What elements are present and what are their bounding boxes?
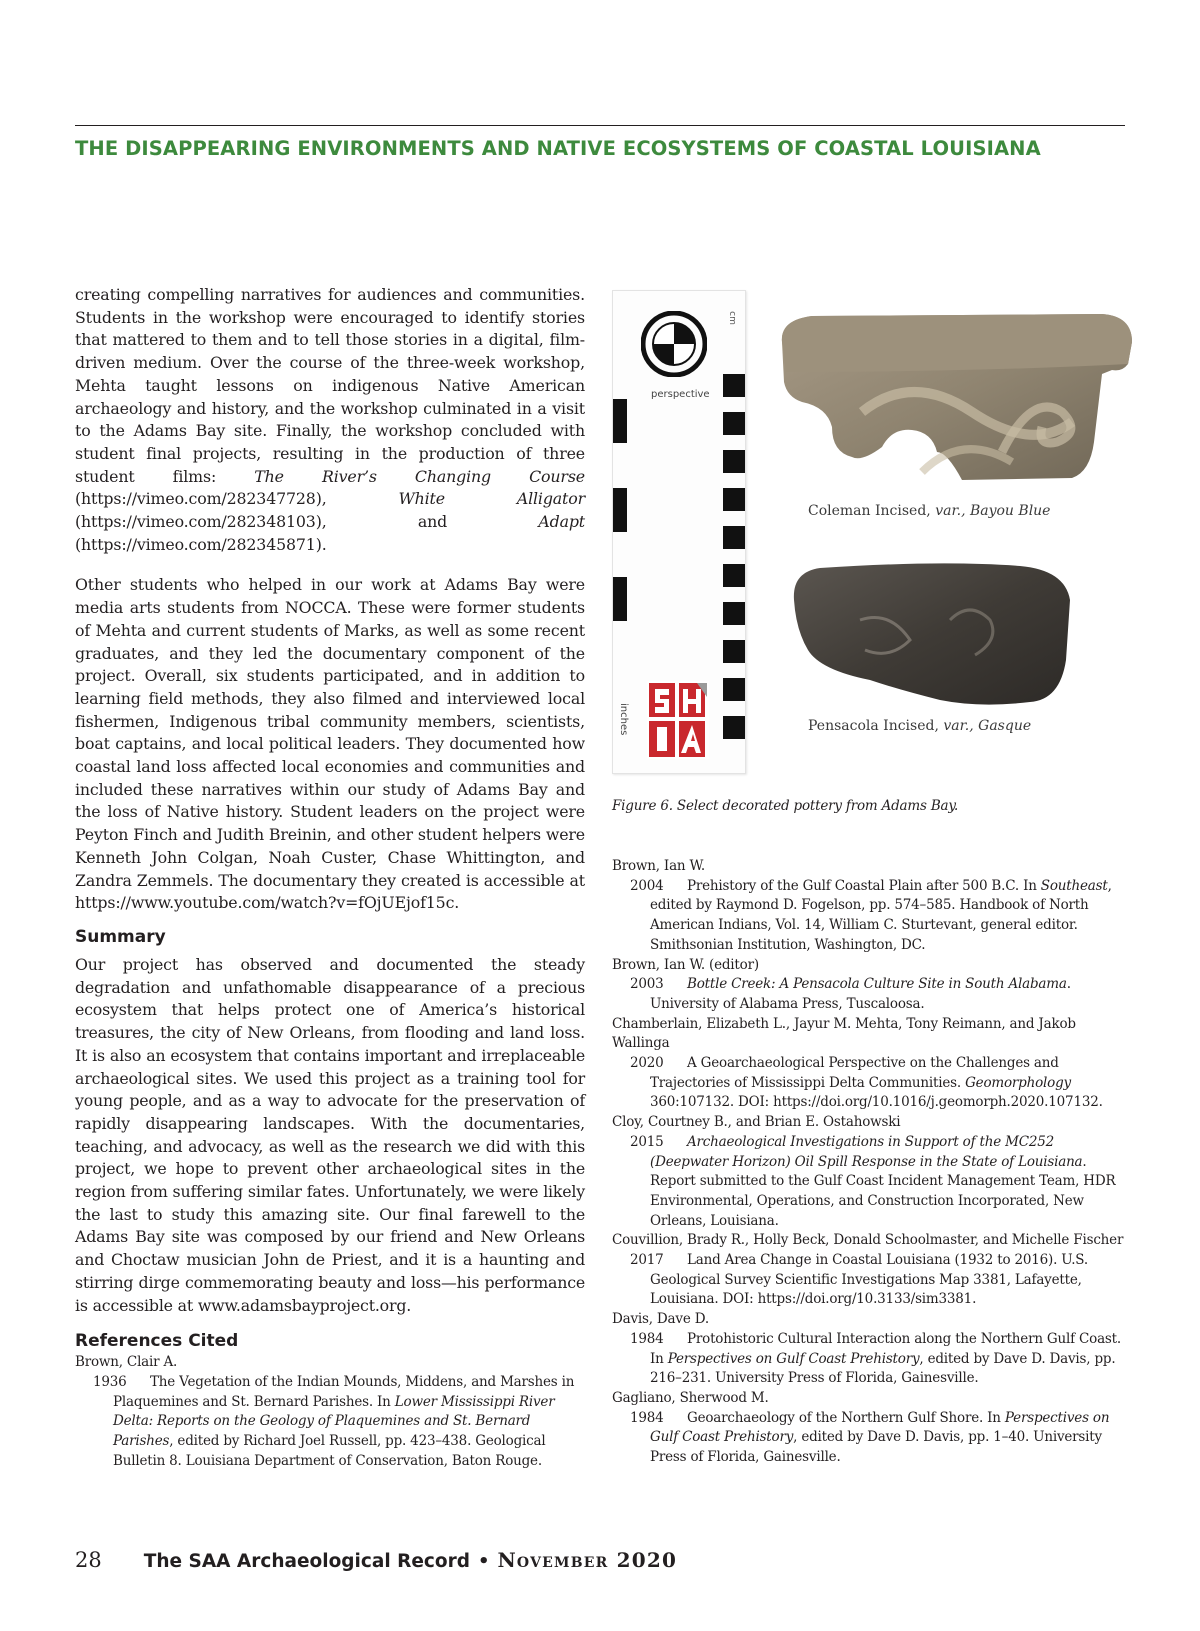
inch-ticks (613, 399, 627, 666)
p1-text-a: creating compelling narratives for audiences and communities. Students in the workshop were encouraged to identify stories that mattered to them and to tell those stories in a digital, film-driven medium. Over the course of the three-week workshop, Mehta taught lessons on indigenous Native American archaeology and history, and the workshop culminated in a visit to the Adams Bay site. Finally, the workshop concluded with student final projects, resulting in the production of three student films: (75, 285, 585, 486)
reference-text: The Vegetation of the Indian Mounds, Middens, and Marshes in Plaquemines and St. Bernard Parishes. In (113, 1373, 575, 1410)
reference-title-italic: Perspectives on Gulf Coast Prehistory (667, 1350, 920, 1367)
reference-author: Chamberlain, Elizabeth L., Jayur M. Mehta, Tony Reimann, and Jakob Wallinga (612, 1015, 1076, 1052)
reference-year: 1984 (630, 1330, 664, 1347)
reference-text: , edited by Raymond D. Fogelson, pp. 574–585. Handbook of North American Indians, Vol. 14, William C. Sturtevant, general editor. Smithsonian Institution, Washington, DC. (650, 877, 1112, 953)
reference-author: Cloy, Courtney B., and Brian E. Ostahowski (612, 1114, 901, 1131)
reference-author: Davis, Dave D. (612, 1311, 709, 1328)
caption-pensacola-incised: Pensacola Incised, var., Gasque (808, 718, 1032, 734)
reference-entry (630, 877, 1132, 956)
journal-title: The SAA Archaeological Record (143, 1551, 470, 1572)
reference-title-italic: Bottle Creek: A Pensacola Culture Site in South Alabama (687, 976, 1067, 993)
reference-year: 2015 (630, 1133, 664, 1150)
reference-text: A Geoarchaeological Perspective on the Challenges and Trajectories of Mississippi Delta Communities. (650, 1055, 1059, 1091)
reference-entry (630, 1054, 1132, 1113)
page-footer (75, 1548, 677, 1572)
header-rule (75, 125, 1125, 126)
reference-text: , edited by Dave D. Davis, pp. 216–231. University Press of Florida, Gainesville. (650, 1350, 1116, 1387)
reference-title-italic: Southeast (1040, 877, 1108, 894)
references-heading: References Cited (75, 1331, 239, 1352)
reference-text: . University of Alabama Press, Tuscaloosa. (650, 976, 1071, 1012)
film-title-adapt: Adapt (538, 512, 585, 532)
scale-inches-label: inches (618, 703, 629, 736)
reference-year: 1936 (93, 1373, 127, 1390)
reference-entry (630, 1330, 1132, 1389)
reference-entry (630, 1409, 1132, 1468)
page-number: 28 (75, 1548, 102, 1572)
right-column (612, 857, 1132, 1468)
reference-author: Brown, Ian W. (editor) (612, 956, 759, 973)
caption-coleman-incised: Coleman Incised, var., Bayou Blue (808, 503, 1051, 519)
footer-separator: • (477, 1551, 490, 1572)
reference-entry (630, 1251, 1132, 1310)
paragraph-students: Other students who helped in our work at Adams Bay were media arts students from NOCCA. These were former students of Mehta and current students of Marks, as well as some recent graduates, and they led the documentary component of the project. Overall, six students participated, and in addition to learning field methods, they also filmed and interviewed local fishermen, Indigenous tribal community members, scientists, boat captains, and local political leaders. They documented how coastal land loss affected local economies and communities and included these narratives within our study of Adams Bay and the loss of Native history. Student leaders on the project were Peyton Finch and Judith Breinin, and other student helpers were Kenneth John Colgan, Noah Custer, Chase Whittington, and Zandra Zemmels. The documentary they created is accessible at https://www.youtube.com/watch?v=fOjUEjof15c. (75, 575, 585, 913)
photo-target-icon (641, 311, 707, 377)
figure-caption: Figure 6. Select decorated pottery from Adams Bay. (612, 798, 959, 814)
references-list-left (75, 1353, 585, 1471)
references-list-right (612, 857, 1132, 1468)
reference-year: 1984 (630, 1409, 664, 1426)
reference-text: Prehistory of the Gulf Coastal Plain after 500 B.C. In (687, 877, 1041, 894)
paragraph-workshop (75, 284, 585, 556)
reference-text: Protohistoric Cultural Interaction along the Northern Gulf Coast. In (650, 1330, 1121, 1367)
issue-date: November 2020 (497, 1548, 678, 1572)
reference-text: 360:107132. DOI: https://doi.org/10.1016/j.geomorph.2020.107132. (650, 1094, 1103, 1111)
summary-heading: Summary (75, 926, 166, 947)
reference-author: Couvillion, Brady R., Holly Beck, Donald Schoolmaster, and Michelle Fischer (612, 1232, 1124, 1249)
p1-text-d: (https://vimeo.com/282345871). (75, 534, 327, 554)
reference-text: , edited by Richard Joel Russell, pp. 423–438. Geological Bulletin 8. Louisiana Department of Conservation, Baton Rouge. (113, 1433, 546, 1469)
film-title-white-alligator: White Alligator (398, 489, 586, 509)
reference-title-italic: Archaeological Investigations in Support of the MC252 (Deepwater Horizon) Oil Spill Response in the State of Louisiana (650, 1133, 1083, 1170)
figure-pottery (612, 290, 1132, 780)
reference-text: . Report submitted to the Gulf Coast Incident Management Team, HDR Environmental, Operations, and Construction Incorporated, New Orleans, Louisiana. (650, 1153, 1116, 1229)
reference-text: Geoarchaeology of the Northern Gulf Shore. In (687, 1409, 1005, 1426)
film-title-rivers-changing-course: The River’s Changing Course (254, 466, 585, 486)
reference-year: 2017 (630, 1252, 664, 1269)
reference-text: , edited by Dave D. Davis, pp. 1–40. University Press of Florida, Gainesville. (650, 1429, 1102, 1466)
pensacola-incised-sherd (790, 560, 1090, 710)
p1-text-b: (https://vimeo.com/282347728), (75, 489, 399, 509)
scale-perspective-label: perspective (651, 389, 710, 400)
running-header: THE DISAPPEARING ENVIRONMENTS AND NATIVE ECOSYSTEMS OF COASTAL LOUISIANA (75, 137, 1041, 160)
reference-year: 2003 (630, 976, 664, 993)
reference-text: Land Area Change in Coastal Louisiana (1932 to 2016). U.S. Geological Survey Scientific Investigations Map 3381, Lafayette, Louisiana. DOI: https://doi.org/10.3133/sim3381. (650, 1252, 1088, 1308)
reference-entry (630, 1133, 1132, 1232)
reference-year: 2020 (630, 1055, 664, 1072)
scale-bar (612, 290, 746, 774)
reference-author: Brown, Clair A. (75, 1354, 178, 1371)
cm-ticks (723, 374, 745, 754)
reference-title-italic: Geomorphology (965, 1074, 1071, 1091)
p1-text-c: (https://vimeo.com/282348103), and (75, 512, 539, 532)
sha-logo-icon (647, 681, 709, 759)
reference-entry (630, 975, 1132, 1014)
reference-author: Gagliano, Sherwood M. (612, 1389, 769, 1406)
reference-entry (93, 1373, 585, 1472)
paragraph-summary: Our project has observed and documented the steady degradation and unfathomable disappearance of a precious ecosystem that helps protect one of America’s historical treasures, the city of New Orleans, from flooding and land loss. It is also an ecosystem that contains important and irreplaceable archaeological sites. We used this project as a training tool for young people, and as a way to advocate for the preservation of rapidly disappearing landscapes. With the documentaries, teaching, and advocacy, as well as the research we did with this project, we hope to prevent other archaeological sites in the region from suffering similar fates. Unfortunately, we were likely the last to study this amazing site. Our final farewell to the Adams Bay site was composed by our friend and New Orleans and Choctaw musician John de Priest, and it is a haunting and stirring dirge commemorating beauty and loss—his performance is accessible at www.adamsbayproject.org. (75, 954, 585, 1315)
scale-cm-label: cm (726, 311, 737, 325)
reference-title-italic: Lower Mississippi River Delta: Reports on the Geology of Plaquemines and St. Bernard Parishes (113, 1393, 555, 1450)
reference-year: 2004 (630, 877, 664, 894)
left-column (75, 284, 585, 1471)
coleman-incised-sherd (772, 302, 1137, 497)
reference-author: Brown, Ian W. (612, 858, 705, 874)
reference-title-italic: Perspectives on Gulf Coast Prehistory (650, 1409, 1110, 1446)
